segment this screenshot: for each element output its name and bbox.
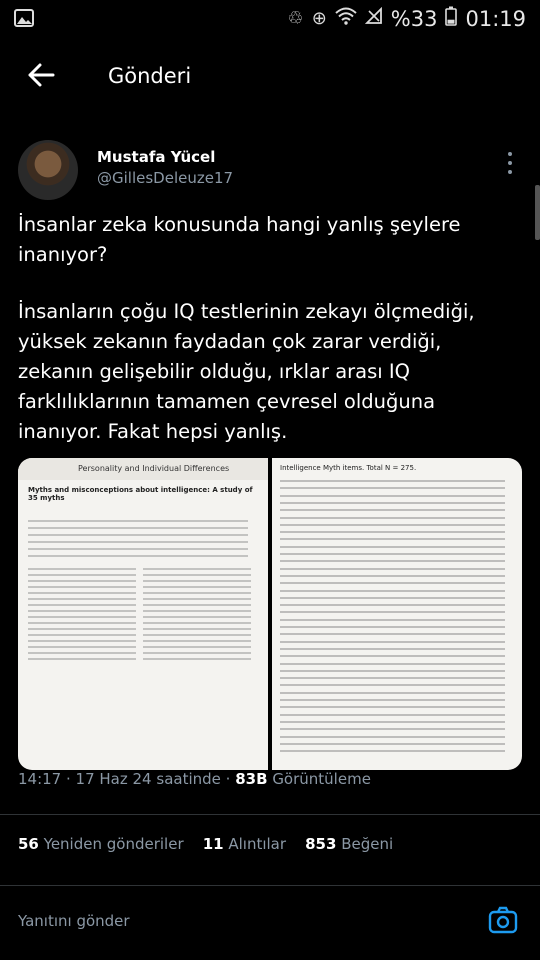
table-row-line <box>280 568 505 570</box>
table-row-line <box>280 714 505 716</box>
text-line <box>143 652 251 654</box>
table-row-line <box>280 684 505 686</box>
text-line <box>143 586 251 588</box>
table-row-line <box>280 575 505 577</box>
text-line <box>28 634 136 636</box>
table-row-line <box>280 721 505 723</box>
wifi-icon <box>335 7 357 30</box>
scrollbar[interactable] <box>535 185 540 240</box>
camera-icon[interactable] <box>488 906 518 936</box>
table-row-line <box>280 480 505 482</box>
text-line <box>28 568 136 570</box>
likes-count: 853 <box>305 835 337 853</box>
likes-label: Beğeni <box>341 835 394 853</box>
paper-title: Myths and misconceptions about intelligence: A study of 35 myths <box>28 486 253 502</box>
text-line <box>28 548 248 550</box>
divider <box>0 814 540 815</box>
table-row-line <box>280 582 505 584</box>
tweet-stats <box>18 835 393 853</box>
text-line <box>143 634 251 636</box>
views-count: 83B <box>235 770 268 788</box>
author-handle[interactable]: @GillesDeleuze17 <box>97 169 234 187</box>
tweet-media[interactable] <box>18 458 522 770</box>
table-row-line <box>280 517 505 519</box>
table-row-line <box>280 736 505 738</box>
tweet-paragraph: İnsanlar zeka konusunda hangi yanlış şeylere inanıyor? <box>18 213 461 266</box>
quotes-stat[interactable] <box>203 835 286 853</box>
text-line <box>28 586 136 588</box>
status-bar <box>0 0 540 38</box>
page-title: Gönderi <box>108 64 192 88</box>
app-bar <box>0 44 540 114</box>
clock: 01:19 <box>465 6 526 31</box>
table-row-line <box>280 553 505 555</box>
retweets-count: 56 <box>18 835 39 853</box>
tweet-date-suffix: saatinde <box>156 770 221 788</box>
author-display-name[interactable]: Mustafa Yücel <box>97 148 216 166</box>
table-row-line <box>280 743 505 745</box>
tweet-date: 17 Haz 24 <box>75 770 152 788</box>
table-row-line <box>280 597 505 599</box>
text-line <box>143 574 251 576</box>
table-row-line <box>280 502 505 504</box>
media-image-table[interactable] <box>272 458 522 770</box>
cleaner-icon: ♲ <box>287 8 304 29</box>
avatar[interactable] <box>18 140 78 200</box>
table-row-line <box>280 670 505 672</box>
text-line <box>28 541 248 543</box>
text-line <box>28 658 136 660</box>
text-line <box>143 610 251 612</box>
text-line <box>28 622 136 624</box>
table-row-line <box>280 641 505 643</box>
quotes-count: 11 <box>202 835 224 853</box>
text-line <box>28 534 248 536</box>
text-line <box>28 598 136 600</box>
table-row-line <box>280 677 505 679</box>
table-row-line <box>280 648 505 650</box>
tweet-paragraph: İnsanların çoğu IQ testlerinin zekayı ölçmediği, yüksek zekanın faydadan çok zarar verdiği, zekanın gelişebilir olduğu, ırklar arası IQ farklılıklarının tamamen çevresel olduğuna inanıyor. Fakat hepsi yanlış. <box>18 300 475 443</box>
table-row-line <box>280 546 505 548</box>
text-line <box>28 592 136 594</box>
table-row-line <box>280 560 505 562</box>
text-line <box>143 604 251 606</box>
table-row-line <box>280 728 505 730</box>
text-line <box>143 622 251 624</box>
text-line <box>143 616 251 618</box>
battery-icon <box>445 6 457 31</box>
text-line <box>143 658 251 660</box>
table-row-line <box>280 692 505 694</box>
likes-stat[interactable] <box>305 835 393 853</box>
table-row-line <box>280 509 505 511</box>
table-row-line <box>280 604 505 606</box>
text-line <box>28 527 248 529</box>
text-line <box>28 640 136 642</box>
retweets-label: Yeniden gönderiler <box>43 835 184 853</box>
tweet-author <box>18 140 522 200</box>
no-signal-icon <box>365 7 383 30</box>
text-line <box>143 628 251 630</box>
table-row-line <box>280 524 505 526</box>
text-line <box>28 604 136 606</box>
table-row-line <box>280 655 505 657</box>
more-options-icon[interactable] <box>508 152 514 179</box>
text-line <box>143 646 251 648</box>
text-line <box>143 568 251 570</box>
text-line <box>28 580 136 582</box>
text-line <box>28 652 136 654</box>
table-row-line <box>280 531 505 533</box>
table-row-line <box>280 487 505 489</box>
reply-input[interactable]: Yanıtını gönder <box>18 912 130 930</box>
text-line <box>143 640 251 642</box>
table-row-line <box>280 706 505 708</box>
retweets-stat[interactable] <box>18 835 184 853</box>
media-image-paper[interactable] <box>18 458 268 770</box>
text-line <box>143 598 251 600</box>
table-row-line <box>280 611 505 613</box>
text-line <box>28 610 136 612</box>
text-line <box>28 628 136 630</box>
tweet-text <box>18 210 518 474</box>
table-row-line <box>280 619 505 621</box>
gallery-notification-icon <box>14 9 34 31</box>
back-arrow-icon[interactable] <box>26 60 60 94</box>
quotes-label: Alıntılar <box>228 835 287 853</box>
tweet-meta: 14:17 · 17 Haz 24 saatinde · 83B Görüntüleme <box>18 770 371 788</box>
text-line <box>28 520 248 522</box>
table-row-line <box>280 495 505 497</box>
table-caption: Intelligence Myth items. Total N = 275. <box>280 464 417 472</box>
text-line <box>143 592 251 594</box>
text-line <box>28 616 136 618</box>
table-row-line <box>280 590 505 592</box>
views-label: Görüntüleme <box>272 770 371 788</box>
divider <box>0 885 540 886</box>
text-line <box>28 555 248 557</box>
paper-journal: Personality and Individual Differences <box>78 464 230 473</box>
table-row-line <box>280 663 505 665</box>
battery-percent: %33 <box>390 6 438 31</box>
table-row-line <box>280 699 505 701</box>
text-line <box>28 646 136 648</box>
table-row-line <box>280 626 505 628</box>
table-row-line <box>280 750 505 752</box>
table-row-line <box>280 633 505 635</box>
table-row-line <box>280 538 505 540</box>
data-saver-icon: ⊕ <box>311 8 327 29</box>
text-line <box>28 574 136 576</box>
tweet-time: 14:17 <box>18 770 62 788</box>
text-line <box>143 580 251 582</box>
